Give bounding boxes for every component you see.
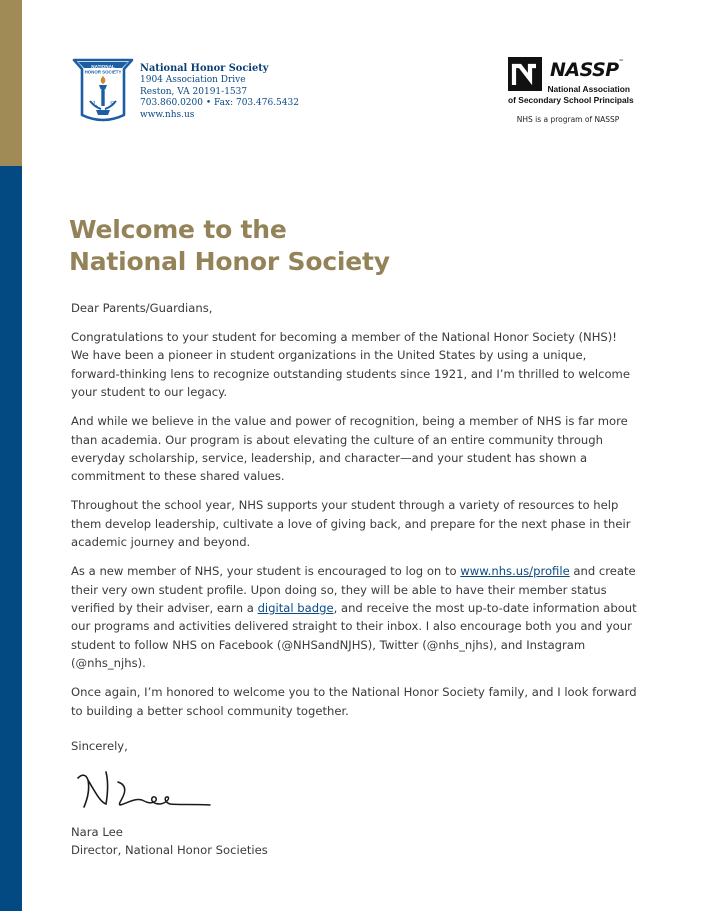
nhs-phone: 703.860.0200 • Fax: 703.476.5432 <box>140 98 299 109</box>
svg-text:S: S <box>110 101 115 108</box>
paragraph-3: Throughout the school year, NHS supports your student through a variety of resources to help them develop leadership, cultivate a love of giving back, and prepare for the next phase in their academic journey and beyond. <box>71 498 631 550</box>
profile-link[interactable]: www.nhs.us/profile <box>460 564 570 579</box>
svg-text:L: L <box>93 101 97 108</box>
nhs-address-block <box>140 63 299 122</box>
nhs-logo-text-top: NATIONAL <box>91 64 115 69</box>
paragraph-4-text-b: and create their very own student profile. Upon doing so, they will be able to have their member status verified by their adviser, earn a <box>71 564 636 616</box>
paragraph-1: Congratulations to your student for becoming a member of the National Honor Society (NHS)! We have been a pioneer in student organizations in the United States by using a unique, forward-thinking lens to recognize outstanding students since 1921, and I’m thrilled to welcome your student to our legacy. <box>71 330 630 400</box>
salutation: Dear Parents/Guardians, <box>71 301 213 315</box>
paragraph-4-text-c: , and receive the most up-to-date information about our programs and activities delivered straight to their inbox. I also encourage both you and your student to follow NHS on Facebook (@NHSandNJHS), Twitter (@nhs_njhs), and Instagram (@nhs_njhs). <box>71 601 637 671</box>
digital-badge-link[interactable]: digital badge <box>257 601 334 616</box>
paragraph-4 <box>71 562 637 672</box>
signer-block <box>71 823 268 860</box>
paragraph-2: And while we believe in the value and power of recognition, being a member of NHS is far more than academia. Our program is about elevating the culture of an entire community through everyday scholarship, service, leadership, and character—and your student has shown a commitment to these shared values. <box>71 414 628 484</box>
nhs-organization-name: National Honor Society <box>140 63 269 74</box>
signer-title: Director, National Honor Societies <box>71 843 268 858</box>
paragraph-5: Once again, I’m honored to welcome you to the National Honor Society family, and I look forward to building a better school community together. <box>71 685 637 718</box>
nassp-wordmark-text: NASSP <box>550 59 619 81</box>
page-title-line2: National Honor Society <box>69 247 390 276</box>
signature-icon <box>72 762 212 814</box>
letter-body <box>71 299 637 731</box>
nassp-wordmark <box>550 59 623 81</box>
nassp-name-line1: National Association <box>547 84 630 94</box>
paragraph-4-text-a: As a new member of NHS, your student is encouraged to log on to <box>71 564 461 579</box>
nhs-logo-icon <box>72 55 134 127</box>
nassp-trademark: ™ <box>618 59 624 65</box>
page-title-line1: Welcome to the <box>69 215 287 244</box>
nhs-website[interactable]: www.nhs.us <box>140 110 195 121</box>
nhs-address-line1: 1904 Association Drive <box>140 74 246 85</box>
nassp-name-line2: of Secondary School Principals <box>508 95 634 105</box>
nhs-logo-text-bottom: HONOR SOCIETY <box>84 69 122 75</box>
signer-name: Nara Lee <box>71 825 123 839</box>
valediction: Sincerely, <box>71 739 128 753</box>
nhs-address-line2: Reston, VA 20191-1537 <box>140 86 248 97</box>
nassp-program-note: NHS is a program of NASSP <box>516 115 620 124</box>
left-accent-bar-blue <box>0 166 22 911</box>
page-title <box>69 214 390 278</box>
nassp-logo <box>508 57 633 117</box>
left-accent-bar-gold <box>0 0 22 166</box>
